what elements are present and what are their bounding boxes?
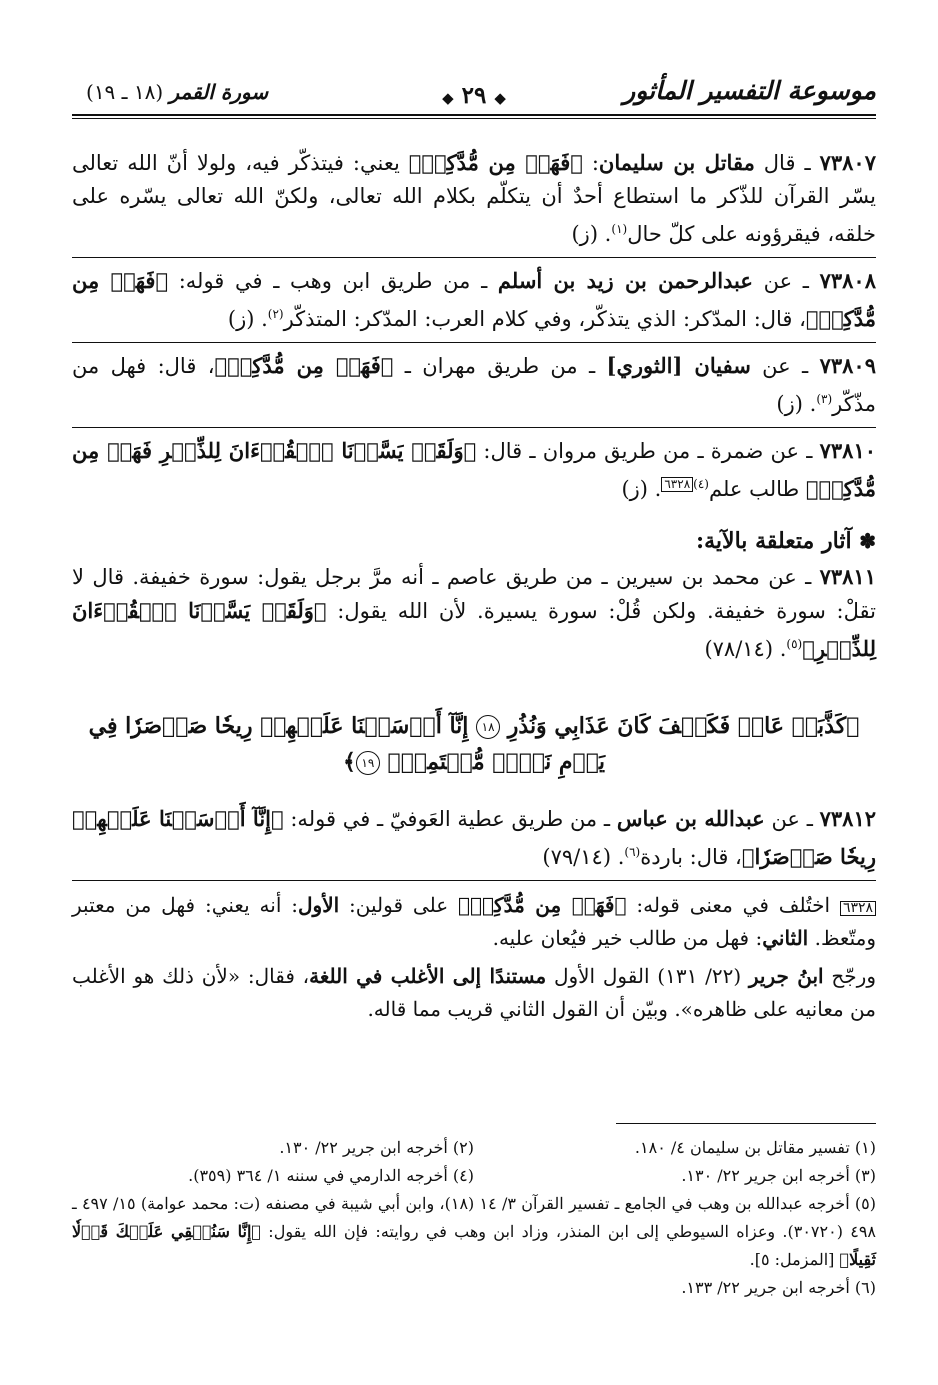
commentary-para-2 — [72, 960, 876, 1026]
footnote-text: [المزمل: ٥]. — [749, 1250, 840, 1269]
commentary-text: : فهل من طالب خير فيُعان عليه. — [492, 926, 763, 950]
footnote-rule — [616, 1123, 876, 1124]
quran-quote: ﴿إِنَّآ أَرۡسَلۡنَا عَلَيۡهِمۡ رِيحٗا صَرۡصَرٗا﴾ — [72, 806, 876, 869]
entry-text: . (٧٨/١٤) — [704, 637, 787, 661]
book-title: موسوعة التفسير المأثور — [623, 76, 876, 105]
footnote-5 — [72, 1190, 876, 1274]
entry-text: ـ عن محمد بن سيرين ـ من طريق عاصم ـ أنه مرَّ برجل يقول: سورة خفيفة. قال لا تقلْ: سورة خفيفة. ولكن قُلْ: سورة يسيرة. لأن الله يقول: — [72, 565, 877, 623]
commentary-text: ورجّح — [823, 964, 876, 988]
quran-verse-block — [72, 708, 876, 780]
entry-73809 — [72, 349, 876, 421]
entry-text: . (ز) — [571, 222, 612, 246]
entry-text: ـ عن ضمرة ـ من طريق مروان ـ قال: — [476, 439, 820, 463]
footnote-2: (٢) أخرجه ابن جرير ٢٢/ ١٣٠. — [279, 1138, 474, 1157]
commentary-divider — [72, 880, 876, 881]
section-title: آثار متعلقة بالآية: — [696, 528, 852, 554]
scholar-name: ابنُ جرير — [748, 964, 824, 988]
entry-text: ، قال: فهل من مذّكّر — [72, 354, 876, 416]
narrator-name: سفيان [الثوري] — [606, 353, 751, 378]
entry-number: ٧٣٨٠٩ — [819, 353, 876, 378]
entry-text: ـ عن — [750, 354, 820, 378]
commentary-emphasis: مستندًا إلى الأغلب في اللغة — [309, 964, 547, 988]
section-heading — [72, 524, 876, 558]
commentary-text: على قولين: — [339, 893, 459, 917]
entry-number: ٧٣٨٠٧ — [819, 150, 876, 175]
commentary-number-box: ٦٣٢٨ — [840, 901, 876, 916]
quran-quote: ﴿وَلَقَدۡ يَسَّرۡنَا ٱلۡقُرۡءَانَ لِلذِّكۡرِ فَهَلۡ مِن مُّدَّكِرٖ﴾ — [72, 438, 876, 501]
entry-text: . (ز) — [776, 392, 817, 416]
entry-text: ـ من طريق عطية العَوفيّ ـ في قوله: — [283, 807, 617, 831]
footnote-row — [72, 1162, 876, 1190]
entry-text: . (ز) — [621, 477, 662, 501]
ornament-icon: ◆ — [494, 89, 506, 107]
quran-quote: ﴿إِنَّا سَنُلۡقِي عَلَيۡكَ قَوۡلٗا ثَقِيلًا﴾ — [72, 1222, 876, 1269]
footnotes — [72, 1134, 876, 1302]
commentary-text: (٢٢/ ١٣١) القول الأول — [546, 964, 749, 988]
entry-text: : — [582, 151, 599, 175]
surah-label — [86, 80, 268, 104]
entry-number: ٧٣٨١٠ — [819, 438, 877, 463]
entry-text: . (ز) — [227, 307, 268, 331]
footnote-row — [72, 1134, 876, 1162]
entry-text: يعني: فيتذكّر فيه، ولولا أنّ الله تعالى يسّر القرآن للذّكر ما استطاع أحدٌ أن يتكلّم بكلام الله تعالى، ولكنّ الله تعالى يسّره على خلقه، فيقرؤونه على كلّ حال — [72, 151, 876, 246]
footnote-1: (١) تفسير مقاتل بن سليمان ٤/ ١٨٠. — [634, 1138, 876, 1157]
star-ornament-icon: ✽ — [859, 529, 876, 553]
entry-divider — [72, 342, 876, 343]
ornament-icon: ◆ — [442, 89, 454, 107]
quran-quote: ﴿فَهَلۡ مِن مُّدَّكِرٖ﴾ — [72, 268, 876, 331]
commentary-para-1 — [72, 889, 876, 955]
entry-number: ٧٣٨١١ — [819, 564, 876, 589]
entry-divider — [72, 257, 876, 258]
verse-text: ﴿كَذَّبَتۡ عَادٞ فَكَيۡفَ كَانَ عَذَابِي وَنُذُرِ — [507, 713, 860, 739]
narrator-name: عبدالرحمن بن زيد بن أسلم — [497, 268, 753, 293]
footnote-ref[interactable]: (٢) — [267, 307, 284, 321]
page-header — [72, 76, 876, 116]
entry-73811 — [72, 560, 876, 666]
entry-divider — [72, 427, 876, 428]
footnote-ref[interactable]: (٦) — [624, 845, 641, 859]
entry-73808 — [72, 264, 876, 336]
page-number-wrap — [436, 82, 512, 109]
entry-text: ، قال: باردة — [640, 845, 742, 869]
header-rule — [72, 114, 876, 116]
quran-quote: ﴿وَلَقَدۡ يَسَّرۡنَا ٱلۡقُرۡءَانَ لِلذِّكۡرِ﴾ — [72, 598, 876, 661]
footnote-ref[interactable]: (٥) — [786, 637, 803, 651]
entry-text: طالب علم — [708, 477, 806, 501]
footnote-6: (٦) أخرجه ابن جرير ٢٢/ ١٣٣. — [681, 1278, 876, 1297]
footnote-3: (٣) أخرجه ابن جرير ٢٢/ ١٣٠. — [681, 1166, 876, 1185]
entry-text: ـ من طريق مهران ـ — [393, 354, 607, 378]
verse-bracket: ﴾ — [342, 749, 356, 775]
entry-number: ٧٣٨١٢ — [819, 806, 877, 831]
entry-text: ـ من طريق ابن وهب ـ في قوله: — [168, 269, 498, 293]
commentary-block — [72, 889, 876, 1026]
footnote-ref[interactable]: (٣) — [816, 392, 833, 406]
header-rule-thin — [72, 118, 876, 119]
quran-quote: ﴿فَهَلۡ مِن مُّدَّكِرٖ﴾ — [408, 150, 583, 175]
ayah-number: ١٩ — [356, 751, 380, 775]
commentary-text: : أنه يعني: فهل من معتبر ومتّعظ. — [72, 893, 876, 950]
footnote-4: (٤) أخرجه الدارمي في سننه ١/ ٣٦٤ (٣٥٩). — [188, 1166, 474, 1185]
opinion-label: الثاني — [762, 926, 809, 950]
entry-text: ـ عن — [764, 807, 820, 831]
entry-text: ـ قال — [754, 151, 820, 175]
verse-text: إِنَّآ أَرۡسَلۡنَا عَلَيۡهِمۡ رِيحٗا صَرۡصَرٗا فِي يَوۡمِ نَحۡسٖ مُّسۡتَمِرّٖ — [88, 713, 606, 775]
footnote-ref[interactable]: (١) — [611, 222, 628, 236]
ayah-number: ١٨ — [476, 715, 500, 739]
entry-text: . (٧٩/١٤) — [542, 845, 625, 869]
quran-quote: ﴿فَهَلۡ مِن مُّدَّكِرٖ﴾ — [214, 353, 394, 378]
narrator-name: عبدالله بن عباس — [616, 806, 765, 831]
entry-73810 — [72, 434, 876, 506]
quran-quote: ﴿فَهَلۡ مِن مُّدَّكِرٖ﴾ — [458, 893, 627, 917]
opinion-label: الأول — [298, 893, 340, 917]
commentary-text: ، فقال: «لأن ذلك هو الأغلب من معانيه على ظاهره». وبيّن أن القول الثاني قريب مما قاله. — [72, 964, 876, 1021]
footnote-ref[interactable]: (٤) — [693, 477, 709, 491]
narrator-name: مقاتل بن سليمان — [598, 150, 755, 175]
entry-text: ، قال: المدّكر: الذي يتذكّر، وفي كلام العرب: المدّكر: المتذكّر — [283, 307, 806, 331]
main-content — [72, 146, 876, 1031]
entry-number: ٧٣٨٠٨ — [819, 268, 876, 293]
entry-73807 — [72, 146, 876, 251]
ayah-range: (١٨ ـ ١٩) — [86, 80, 164, 104]
surah-name: سورة القمر — [169, 80, 269, 104]
page-number: ٢٩ — [461, 82, 487, 109]
entry-text: ـ عن — [752, 269, 820, 293]
footnote-text: (٥) أخرجه عبدالله بن وهب في الجامع ـ تفسير القرآن ٣/ ١٤ (١٨)، وابن أبي شيبة في مصنفه (ت: محمد عوامة) ١٥/ ٤٩٧ ـ ٤٩٨ (٣٠٧٢٠). وعزاه السيوطي إلى ابن المنذر، وزاد ابن وهب في روايته: فإن الله يقول: — [72, 1194, 877, 1241]
entry-73812 — [72, 802, 876, 874]
commentary-text: اختُلف في معنى قوله: — [626, 893, 840, 917]
commentary-ref-box[interactable]: ٦٣٢٨ — [661, 477, 693, 492]
